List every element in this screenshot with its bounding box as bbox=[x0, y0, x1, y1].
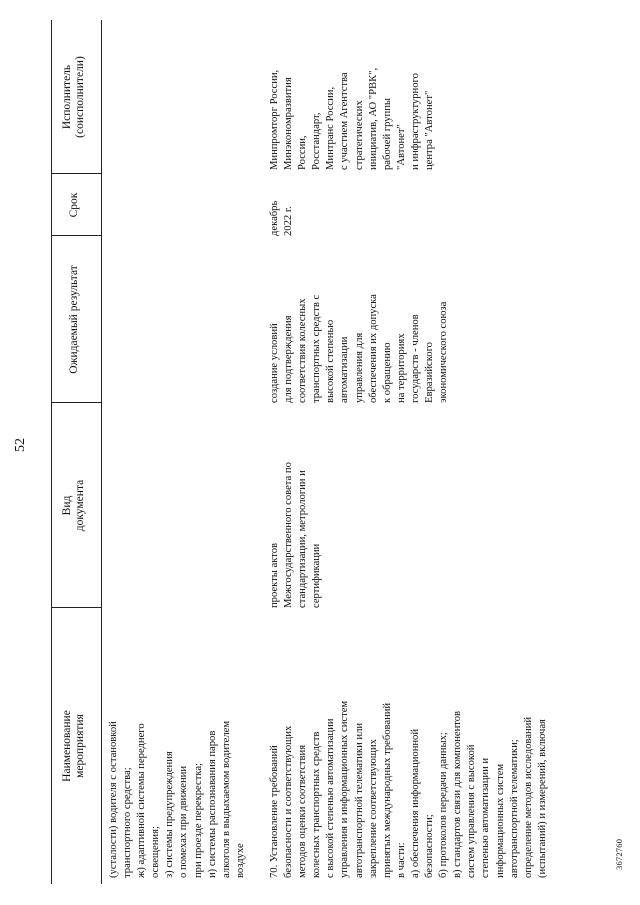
row70-doc-type: проекты актов Межгосударственного совета по стандартизации, метрологии и сертификации bbox=[269, 462, 323, 608]
header-executor: Исполнитель (соисполнители) bbox=[61, 56, 86, 138]
header-result: Ожидаемый результат bbox=[68, 265, 80, 374]
header-doc-type: Вид документа bbox=[61, 479, 86, 532]
table-border-top bbox=[51, 20, 52, 884]
row70-term: декабрь 2022 г. bbox=[269, 200, 295, 236]
header-term: Срок bbox=[68, 192, 80, 218]
page-number: 52 bbox=[13, 438, 28, 452]
header-name: Наименование мероприятия bbox=[61, 710, 86, 782]
document-code: 3672760 bbox=[614, 838, 624, 870]
row70-result: создание условий для подтверждения соответствия колесных транспортных средств с высокой степенью автоматизации управления для обеспечения их допуска к обращению на территориях государств - членов Евразийского экономического союза bbox=[269, 294, 450, 403]
row70-executor: Минпромторг России, Минэкономразвития России, Росстандарт, Минтранс России, с участием Агентства стратегических инициатив, АО "РВК", рабочей группы "Автонет" и инфраструктурного центра "Автонет" bbox=[269, 67, 436, 170]
continuation-name-text: (усталости) водителя с остановкой транспортного средства; ж) адаптивной системы переднего освещения; з) системы предупреждения о помехах при движении при проезде перекрестка; и) системы распознавания паров алкоголя в выдыхаемом водителем воздухе bbox=[108, 720, 246, 878]
row70-name: 70. Установление требований безопасности и соответствующих методов оценки соответствия колесных транспортных средств с высокой степенью автоматизации управления и информационных систем автотранспортной телематики или закрепление соответствующих принятых международных требований в части: а) обеспечения информационной безопасности; б) протоколов передачи данных; в) стандартов связи для компонентов систем управления с высокой степенью автоматизации и информационных систем автотранспортной телематики; определение методов исследований (испытаний) и измерений, включая bbox=[269, 700, 548, 878]
header-separator bbox=[101, 20, 102, 884]
